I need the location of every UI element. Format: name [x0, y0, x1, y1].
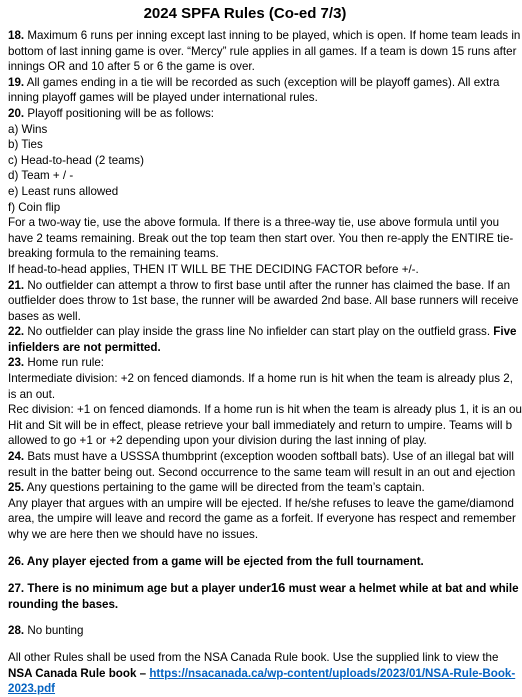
rule-number: 21. — [8, 278, 25, 292]
rules-line — [8, 433, 482, 449]
rule-text: b) Ties — [8, 138, 43, 152]
rule-text-bold: Five — [493, 325, 517, 339]
rules-line — [8, 324, 517, 340]
rule-text: All games ending in a tie will be recorded as such (exception will be playoff games). All extra — [24, 75, 500, 89]
rules-line — [8, 90, 482, 106]
rules-line — [8, 402, 522, 418]
rule-number: 25. — [8, 481, 25, 495]
rules-line — [8, 293, 519, 309]
rule-text: Maximum 6 runs per inning except last inning to be played, which is open. If home team leads in — [24, 29, 521, 42]
age-value: 16 — [270, 580, 286, 596]
rules-line — [8, 137, 482, 153]
rule-text: Playoff positioning will be as follows: — [24, 106, 215, 120]
page-title: 2024 SPFA Rules (Co-ed 7/3) — [143, 5, 347, 22]
rule-text: allowed to go +1 or +2 depending upon your division during the last inning of play. — [8, 434, 427, 448]
rule-26 — [8, 554, 482, 570]
rules-line — [8, 200, 482, 216]
rules-line — [8, 418, 513, 434]
rules-line — [8, 496, 514, 512]
rule-text: is an out. — [8, 387, 56, 401]
rules-line — [8, 262, 482, 278]
rule-text: Any player that argues with an umpire will be ejected. If he/she refuses to leave the game/diamond — [8, 496, 514, 510]
rule-text: area, the umpire will leave and record the game as a forfeit. If everyone has respect and remember — [8, 512, 516, 526]
footer-line-1: All other Rules shall be used from the NSA Canada Rule book. Use the supplied link to view the — [8, 650, 499, 664]
rules-line — [8, 309, 482, 325]
rule-number: 26. — [8, 554, 25, 568]
rules-line — [8, 527, 482, 543]
rules-line — [8, 278, 511, 294]
rule-text: why we are here then we should have no issues. — [8, 528, 259, 541]
footer-line-3 — [8, 681, 482, 697]
rule-book-link-continued[interactable]: 2023.pdf — [8, 682, 56, 696]
rule-text: There is no minimum age but a player under — [24, 582, 271, 596]
rules-line — [8, 511, 516, 527]
rules-line — [8, 122, 482, 138]
rules-line — [8, 231, 514, 247]
rule-text: bases as well. — [8, 309, 81, 323]
rule-text: For a two-way tie, use the above formula. If there is a three-way tie, use above formula until you — [8, 216, 500, 230]
footer-prefix: NSA Canada Rule book – — [8, 666, 150, 680]
rule-27-continued — [8, 597, 482, 613]
rules-line — [8, 465, 516, 481]
rule-text: bottom of last inning game is over. “Mercy” rule applies in all games. If a team is down 15 runs after — [8, 44, 517, 58]
rule-text: must wear a helmet while at bat and while — [285, 582, 519, 596]
rule-number: 23. — [8, 356, 25, 370]
rule-text: Any player ejected from a game will be ejected from the full tournament. — [24, 554, 424, 568]
rules-line — [8, 355, 482, 371]
rule-number: 19. — [8, 75, 25, 89]
rules-line — [8, 480, 482, 496]
rule-text: Home run rule: — [24, 356, 105, 370]
rule-book-link[interactable]: https://nsacanada.ca/wp-content/uploads/2023/01/NSA-Rule-Book- — [149, 666, 516, 680]
rule-text: f) Coin flip — [8, 200, 61, 214]
rules-line — [8, 153, 482, 169]
rule-text: rounding the bases. — [8, 597, 119, 611]
rule-text: No outfielder can play inside the grass line No infielder can start play on the outfield grass. — [24, 325, 494, 339]
rules-line — [8, 184, 482, 200]
rule-number: 27. — [8, 582, 25, 596]
rule-text: No bunting — [24, 624, 84, 638]
rule-text: result in the batter being out. Second occurrence to the same team will result in an out and ejection — [8, 465, 516, 479]
rule-text: e) Least runs allowed — [8, 184, 119, 198]
rule-text: Intermediate division: +2 on fenced diamonds. If a home run is hit when the team is already plus 2, — [8, 372, 513, 386]
rules-line — [8, 340, 482, 356]
rules-line — [8, 75, 500, 91]
rule-text: breaking formula to the remaining teams. — [8, 247, 219, 261]
rules-line — [8, 59, 482, 75]
rules-line — [8, 371, 513, 387]
rules-body — [8, 28, 522, 543]
rule-text: innings OR and 10 after 5 or 6 the game is over. — [8, 60, 255, 74]
rules-line — [8, 246, 482, 262]
rule-number: 20. — [8, 106, 25, 120]
rule-number: 18. — [8, 29, 25, 42]
rule-text: d) Team + / - — [8, 169, 74, 183]
rule-text: have 2 teams remaining. Break out the top team then start over. You then re-apply the ENTIRE tie- — [8, 231, 514, 245]
rule-text: Hit and Sit will be in effect, please retrieve your ball immediately and return to umpire. Teams will b — [8, 418, 513, 432]
rule-27 — [8, 580, 519, 597]
footer-line-2 — [8, 666, 516, 682]
rule-number: 22. — [8, 325, 25, 339]
rule-text: If head-to-head applies, THEN IT WILL BE THE DECIDING FACTOR before +/-. — [8, 262, 419, 276]
rules-line — [8, 106, 482, 122]
rule-text: c) Head-to-head (2 teams) — [8, 153, 144, 167]
rules-line — [8, 387, 482, 403]
rule-text: outfielder does throw to 1st base, the runner will be awarded 2nd base. All base runners will receive — [8, 294, 519, 308]
rule-text-bold: infielders are not permitted. — [8, 340, 161, 354]
rules-page — [8, 4, 522, 697]
rule-text: inning playoff games will be played under international rules. — [8, 91, 318, 105]
rule-text: Any questions pertaining to the game will be directed from the team’s captain. — [24, 481, 425, 495]
rule-text: Rec division: +1 on fenced diamonds. If a home run is hit when the team is already plus 1, it is an ou — [8, 403, 522, 417]
rule-text: No outfielder can attempt a throw to first base until after the runner has claimed the base. If an — [24, 278, 511, 292]
rule-number: 28. — [8, 624, 25, 638]
rules-line — [8, 44, 517, 60]
rules-line — [8, 168, 482, 184]
rule-number: 24. — [8, 450, 25, 464]
rule-text: a) Wins — [8, 122, 48, 136]
rule-text: Bats must have a USSSA thumbprint (exception wooden softball bats). Use of an illegal bat will — [24, 450, 514, 464]
rule-28 — [8, 623, 482, 639]
rules-line — [8, 449, 514, 465]
rules-line — [8, 28, 521, 44]
rules-line — [8, 215, 500, 231]
